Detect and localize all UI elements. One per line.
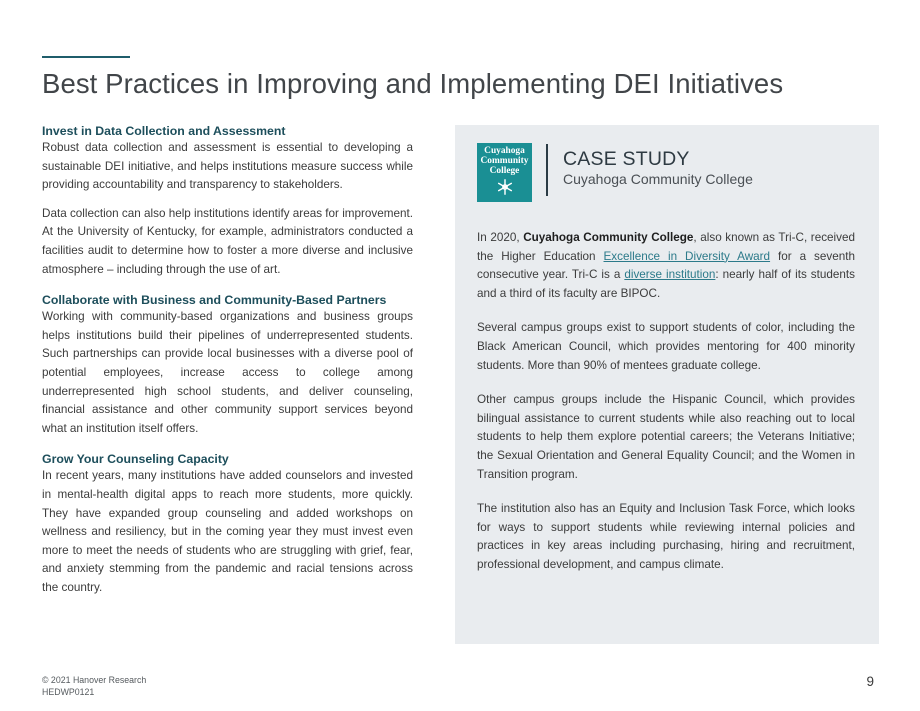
copyright-text: © 2021 Hanover Research [42,675,147,685]
header-divider [546,144,548,196]
title-accent-rule [42,56,130,58]
page-number: 9 [866,674,874,689]
case-study-label: CASE STUDY [563,148,690,170]
document-code: HEDWP0121 [42,687,95,697]
diverse-institution-link[interactable]: diverse institution [624,268,716,282]
case-study-college: Cuyahoga Community College [563,171,753,187]
case-paragraph: The institution also has an Equity and Inclusion Task Force, which looks for ways to support students while reviewing internal policies and practices in key areas including purchasing, hiring and recruitment, professional development, and campus climate. [477,502,855,571]
snowflake-icon [496,178,514,196]
college-name-bold: Cuyahoga Community College [523,231,694,244]
section-heading-partners: Collaborate with Business and Community-Based Partners [42,293,387,308]
paragraph: Data collection can also help institutions identify areas for improvement. At the University of Kentucky, for example, administrators conducted a facilities audit to determine how to foster a more diverse and inclusive atmosphere – including through the use of art. [42,206,413,276]
college-logo: Cuyahoga Community College [477,143,532,202]
award-link[interactable]: Excellence in Diversity Award [603,249,771,263]
page-title: Best Practices in Improving and Implementing DEI Initiatives [42,68,784,99]
section-heading-counseling: Grow Your Counseling Capacity [42,452,229,467]
paragraph: Robust data collection and assessment is essential to developing a sustainable DEI initiative, and helps institutions measure success while providing accountability and transparency to stakeholders. [42,141,413,192]
case-paragraph: Several campus groups exist to support students of color, including the Black American Council, which provides mentoring for 400 minority students. More than 90% of mentees graduate college. [477,321,855,372]
footer [42,674,146,698]
paragraph: In recent years, many institutions have added counselors and invested in mental-health digital apps to reach more students, more quickly. They have expanded group counseling and added workshops on wellness and resiliency, but in the coming year they must invest even more to meet the needs of students who are struggling with grief, fear, and anxiety stemming from the pandemic and racial tensions across the country. [42,469,413,594]
case-study-body [477,229,855,575]
section-heading-data-collection: Invest in Data Collection and Assessment [42,124,286,138]
paragraph: Working with community-based organizations and business groups helps institutions build their pipelines of underrepresented students. Such partnerships can provide local businesses with a diverse pool of potential employees, increase access to college among underrepresented high school students, and deliver counseling, financial assistance and other community support services beyond what an institution itself offers. [42,310,413,435]
main-column [42,123,413,597]
case-study-panel [455,125,879,644]
case-paragraph: In 2020, Cuyahoga Community College, also known as Tri-C, received the Higher Education Excellence in Diversity Award for a seventh consecutive year. Tri-C is a diverse institution: nearly half of its students and a third of its faculty are BIPOC. [477,231,855,300]
case-paragraph: Other campus groups include the Hispanic Council, which provides bilingual assistance to current students while also reaching out to local students to help them explore potential careers; the Veterans Initiative; the Sexual Orientation and General Equality Council; and the Women in Transition program. [477,393,855,481]
